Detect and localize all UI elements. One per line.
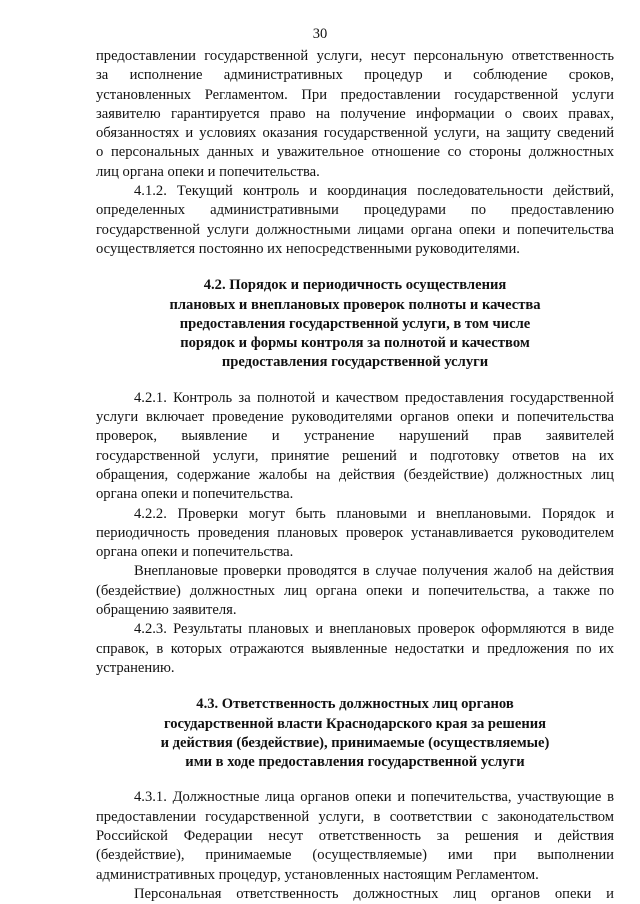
text-line: устранению.	[96, 659, 175, 676]
text-line: 4.2.3. Результаты плановых и внеплановых проверок оформляются в виде	[134, 621, 614, 638]
document-body	[96, 47, 614, 904]
text-line: установленных Регламентом. При предоставлении государственной услуги	[96, 86, 614, 103]
paragraph-4-2-1	[96, 389, 614, 505]
heading-line: 4.3. Ответственность должностных лиц органов	[196, 696, 514, 713]
text-line: Российской Федерации несут ответственность за решения и действия	[96, 827, 614, 844]
heading-line: предоставления государственной услуги	[221, 354, 489, 371]
paragraph-4-2-3	[96, 620, 614, 678]
paragraph-4-3-1	[96, 788, 614, 884]
text-line: осуществляется постоянно их непосредственными руководителями.	[96, 240, 520, 257]
text-line: 4.1.2. Текущий контроль и координация последовательности действий,	[134, 183, 614, 200]
heading-line: 4.2. Порядок и периодичность осуществления	[203, 277, 507, 294]
text-line: о персональных данных и уважительное отношение со стороны должностных	[96, 144, 614, 161]
section-heading-4-2	[96, 276, 614, 372]
text-line: периодичность проведения плановых проверок устанавливается руководителем	[96, 524, 614, 541]
text-line: органа опеки и попечительства.	[96, 544, 294, 561]
text-line: административных процедур, установленных настоящим Регламентом.	[96, 866, 539, 883]
text-line: проверок, выявление и устранение нарушений прав заявителей	[96, 428, 614, 445]
heading-line: порядок и формы контроля за полнотой и качеством	[180, 335, 530, 352]
section-heading-4-3	[96, 695, 614, 772]
text-line: Персональная ответственность должностных лиц органов опеки и	[134, 885, 614, 902]
page-number: 30	[312, 26, 328, 42]
heading-line: предоставления государственной услуги, в том числе	[179, 315, 531, 332]
text-line: (бездействие), принимаемые (осуществляемые) ими при выполнении	[96, 847, 614, 864]
text-line: предоставлении государственной услуги, в соответствии с законодательством	[96, 808, 614, 825]
paragraph-personal-responsibility	[96, 885, 614, 904]
text-line: за исполнение административных процедур и соблюдение сроков,	[96, 67, 614, 84]
paragraph-4-1-1-continuation	[96, 47, 614, 182]
heading-line: государственной власти Краснодарского края за решения	[163, 715, 547, 732]
text-line: определенных административными процедурами по предоставлению	[96, 202, 614, 219]
text-line: заявителю гарантируется право на получение информации о своих правах,	[96, 105, 614, 122]
text-line: государственной услуги, принятие решений и подготовку ответов на их	[96, 447, 614, 464]
text-line: Внеплановые проверки проводятся в случае получения жалоб на действия	[134, 563, 614, 580]
text-line: предоставлении государственной услуги, несут персональную ответственность	[96, 48, 614, 64]
text-line: 4.3.1. Должностные лица органов опеки и попечительства, участвующие в	[134, 789, 614, 806]
paragraph-4-2-2	[96, 505, 614, 563]
text-line: справок, в которых отражаются выявленные недостатки и предложения по их	[96, 640, 614, 657]
paragraph-4-1-2	[96, 182, 614, 259]
text-line: государственной услуги должностными лицами органа опеки и попечительства	[96, 221, 614, 238]
text-line: 4.2.2. Проверки могут быть плановыми и внеплановыми. Порядок и	[134, 505, 614, 522]
text-line: обязанностях и условиях оказания государственной услуги, на защиту сведений	[96, 125, 614, 142]
paragraph-unscheduled-checks	[96, 562, 614, 620]
text-line: лиц органа опеки и попечительства.	[96, 163, 320, 180]
heading-line: плановых и внеплановых проверок полноты и качества	[169, 296, 541, 313]
text-line: обращения, содержание жалобы на действия (бездействие) должностных лиц	[96, 466, 614, 483]
text-line: услуги включает проведение руководителями органов опеки и попечительства	[96, 409, 614, 426]
text-line: обращению заявителя.	[96, 602, 237, 619]
text-line: (бездействие) должностных лиц органа опеки и попечительства, а также по	[96, 582, 614, 599]
text-line: органа опеки и попечительства.	[96, 486, 294, 503]
heading-line: и действия (бездействие), принимаемые (осуществляемые)	[160, 734, 550, 751]
text-line: 4.2.1. Контроль за полнотой и качеством предоставления государственной	[134, 389, 614, 406]
heading-line: ими в ходе предоставления государственной услуги	[185, 754, 525, 771]
